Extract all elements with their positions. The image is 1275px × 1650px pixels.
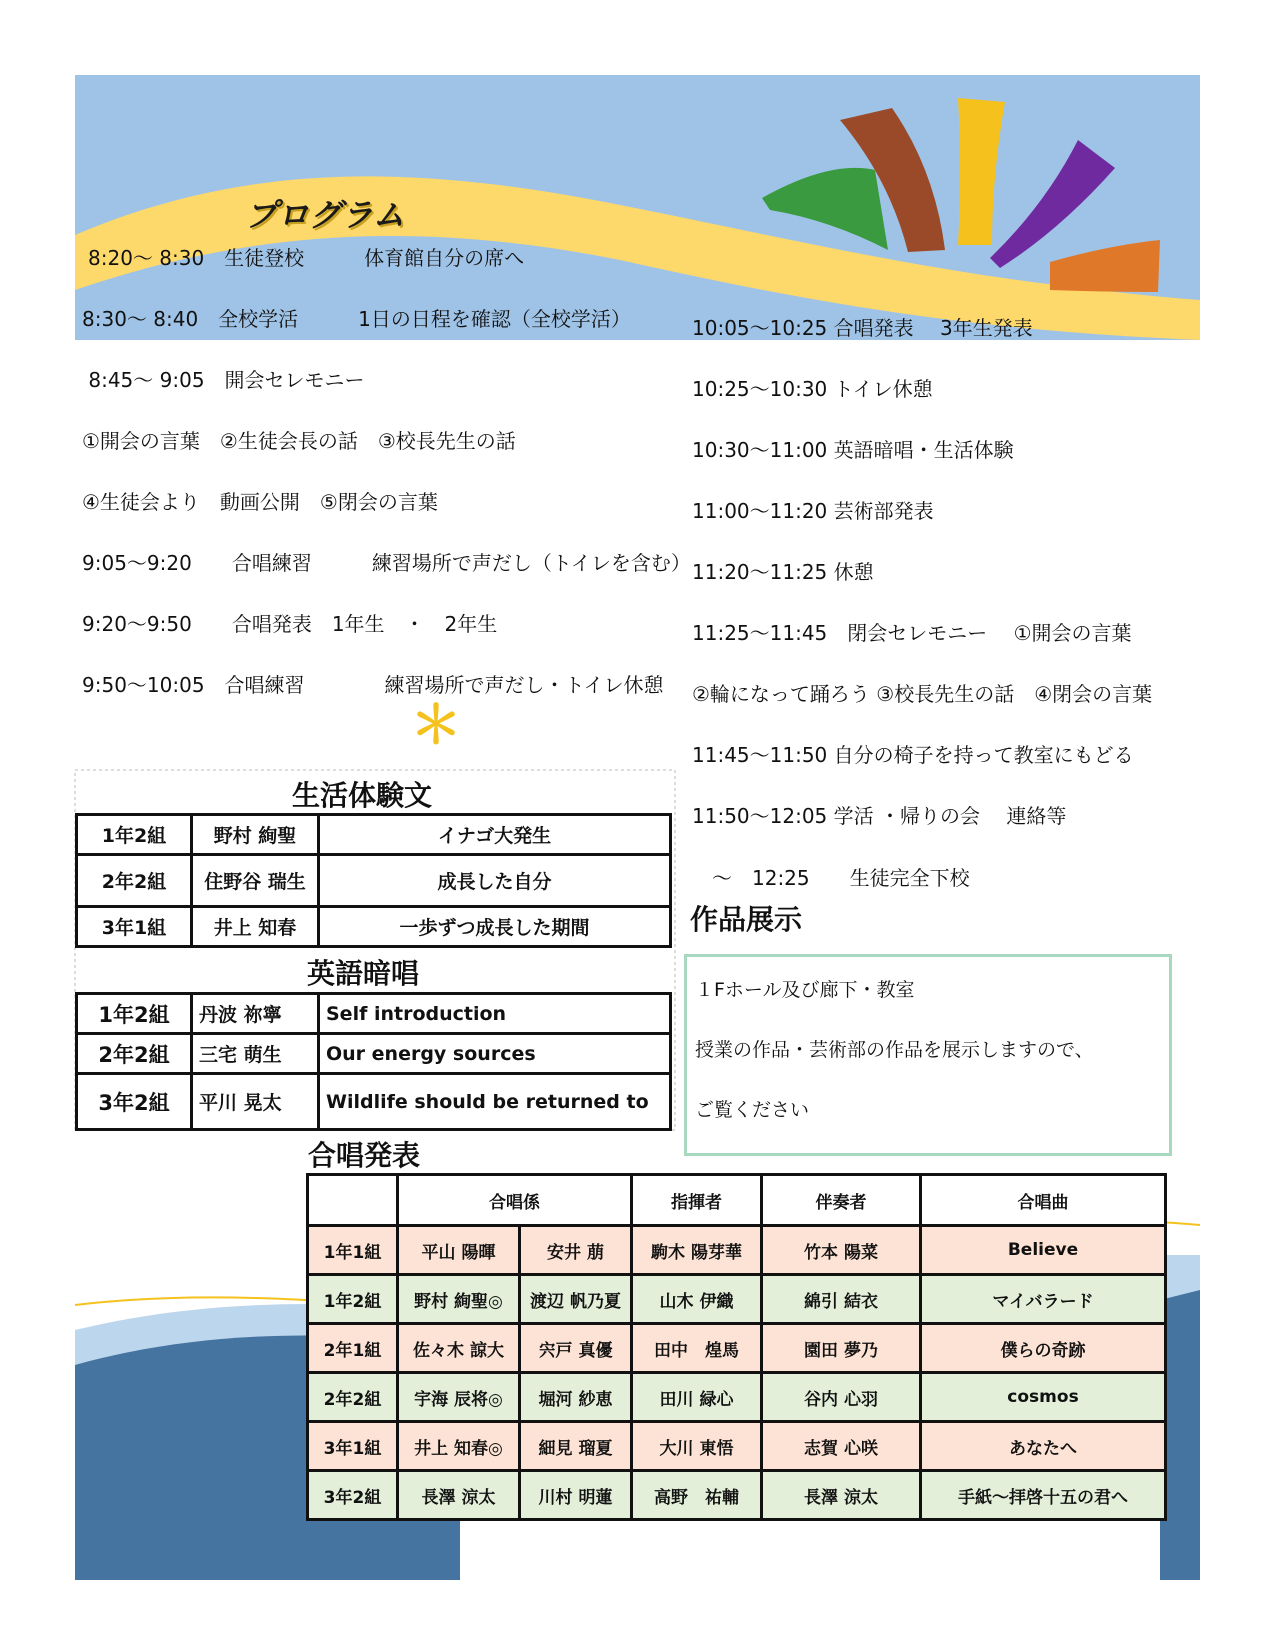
pianist-cell: 長澤 涼太 [762,1471,921,1520]
choir-title: 合唱発表 [308,1139,421,1172]
student-name-cell: 野村 絢聖 [192,815,319,855]
student-name-cell: 住野谷 瑞生 [192,855,319,907]
header-cell: 合唱曲 [921,1175,1166,1226]
program-title: プログラム [245,196,405,234]
conductor-cell: 高野 祐輔 [632,1471,762,1520]
class-cell: 2年2組 [77,855,192,907]
conductor-cell: 田川 緑心 [632,1373,762,1422]
conductor-cell: 山木 伊織 [632,1275,762,1324]
table-row [308,1324,1166,1373]
program-line: 11:25～11:45 閉会セレモニー ①開会の言葉 [692,621,1132,645]
staff-cell: 安井 萠 [520,1226,632,1275]
program-line: 11:50～12:05 学活 ・帰りの会 連絡等 [692,804,1067,828]
staff-cell: 宍戸 真優 [520,1324,632,1373]
table-row [308,1422,1166,1471]
song-cell: あなたへ [921,1422,1166,1471]
conductor-cell: 駒木 陽芽華 [632,1226,762,1275]
table-row [308,1226,1166,1275]
class-cell: 1年2組 [308,1275,398,1324]
student-name-cell: 井上 知春 [192,907,319,947]
class-cell: 3年1組 [77,907,192,947]
class-cell: 3年2組 [308,1471,398,1520]
exhibit-line: １Fホール及び廊下・教室 [695,979,915,1001]
work-title-cell: Wildlife should be returned to [319,1074,671,1130]
work-title-cell: 一歩ずつ成長した期間 [319,907,671,947]
staff-cell: 長澤 涼太 [398,1471,520,1520]
table-row [77,855,671,907]
program-line: 10:30～11:00 英語暗唱・生活体験 [692,438,1014,462]
life-experience-table [75,813,672,948]
exhibit-box [684,954,1172,1156]
table-row [308,1373,1166,1422]
english-recitation-table [75,992,672,1131]
song-cell: cosmos [921,1373,1166,1422]
program-line: 9:50～10:05 合唱練習 練習場所で声だし・トイレ休憩 [82,673,664,697]
song-cell: 手紙～拝啓十五の君へ [921,1471,1166,1520]
class-cell: 2年1組 [308,1324,398,1373]
conductor-cell: 田中 煌馬 [632,1324,762,1373]
class-cell: 2年2組 [77,1034,192,1074]
staff-cell: 佐々木 諒大 [398,1324,520,1373]
work-title-cell: Self introduction [319,994,671,1034]
header-cell: 指揮者 [632,1175,762,1226]
program-line: 11:45～11:50 自分の椅子を持って教室にもどる [692,743,1134,767]
program-line: 11:00～11:20 芸術部発表 [692,499,934,523]
work-title-cell: イナゴ大発生 [319,815,671,855]
pianist-cell: 園田 夢乃 [762,1324,921,1373]
work-title-cell: 成長した自分 [319,855,671,907]
staff-cell: 井上 知春◎ [398,1422,520,1471]
class-cell: 3年1組 [308,1422,398,1471]
staff-cell: 渡辺 帆乃夏 [520,1275,632,1324]
table-header-row [308,1175,1166,1226]
work-title-cell: Our energy sources [319,1034,671,1074]
asterisk-icon: ＊ [410,696,463,756]
class-cell: 3年2組 [77,1074,192,1130]
class-cell: 1年1組 [308,1226,398,1275]
program-line: 9:20～9:50 合唱発表 1年生 ・ 2年生 [82,612,498,636]
staff-cell: 川村 明蓮 [520,1471,632,1520]
header-cell: 合唱係 [398,1175,632,1226]
exhibit-title: 作品展示 [690,903,803,936]
program-line: 8:30～ 8:40 全校学活 1日の日程を確認（全校学活） [82,307,631,331]
class-cell: 1年2組 [77,815,192,855]
pianist-cell: 竹本 陽菜 [762,1226,921,1275]
header-cell: 伴奏者 [762,1175,921,1226]
conductor-cell: 大川 東悟 [632,1422,762,1471]
song-cell: マイバラード [921,1275,1166,1324]
program-line: 11:20～11:25 休憩 [692,560,874,584]
staff-cell: 宇海 辰将◎ [398,1373,520,1422]
staff-cell: 細見 瑠夏 [520,1422,632,1471]
staff-cell: 野村 絢聖◎ [398,1275,520,1324]
program-line: 10:25～10:30 トイレ休憩 [692,377,933,401]
program-line: ～ 12:25 生徒完全下校 [692,866,970,890]
program-line: 8:20～ 8:30 生徒登校 体育館自分の席へ [88,246,525,270]
table-row [308,1275,1166,1324]
header-cell [308,1175,398,1226]
song-cell: 僕らの奇跡 [921,1324,1166,1373]
life-experience-title: 生活体験文 [292,779,433,812]
table-row [77,1074,671,1130]
program-line: 9:05～9:20 合唱練習 練習場所で声だし（トイレを含む） [82,551,691,575]
program-line: ④生徒会より 動画公開 ⑤閉会の言葉 [82,490,438,514]
class-cell: 1年2組 [77,994,192,1034]
pianist-cell: 谷内 心羽 [762,1373,921,1422]
staff-cell: 堀河 紗恵 [520,1373,632,1422]
exhibit-line: 授業の作品・芸術部の作品を展示しますので、 [695,1039,1094,1061]
table-row [77,907,671,947]
pianist-cell: 綿引 結衣 [762,1275,921,1324]
program-line: 8:45～ 9:05 開会セレモニー [82,368,365,392]
staff-cell: 平山 陽暉 [398,1226,520,1275]
student-name-cell: 平川 晃太 [192,1074,319,1130]
song-cell: Believe [921,1226,1166,1275]
choir-table [306,1173,1167,1521]
program-line: ①開会の言葉 ②生徒会長の話 ③校長先生の話 [82,429,516,453]
student-name-cell: 三宅 萌生 [192,1034,319,1074]
pianist-cell: 志賀 心咲 [762,1422,921,1471]
class-cell: 2年2組 [308,1373,398,1422]
program-line: ②輪になって踊ろう ③校長先生の話 ④閉会の言葉 [692,682,1153,706]
table-row [77,994,671,1034]
student-name-cell: 丹波 祢寧 [192,994,319,1034]
table-row [308,1471,1166,1520]
table-row [77,815,671,855]
table-row [77,1034,671,1074]
english-recitation-title: 英語暗唱 [307,957,420,990]
program-line: 10:05～10:25 合唱発表 3年生発表 [692,316,1033,340]
exhibit-line: ご覧ください [695,1099,810,1121]
